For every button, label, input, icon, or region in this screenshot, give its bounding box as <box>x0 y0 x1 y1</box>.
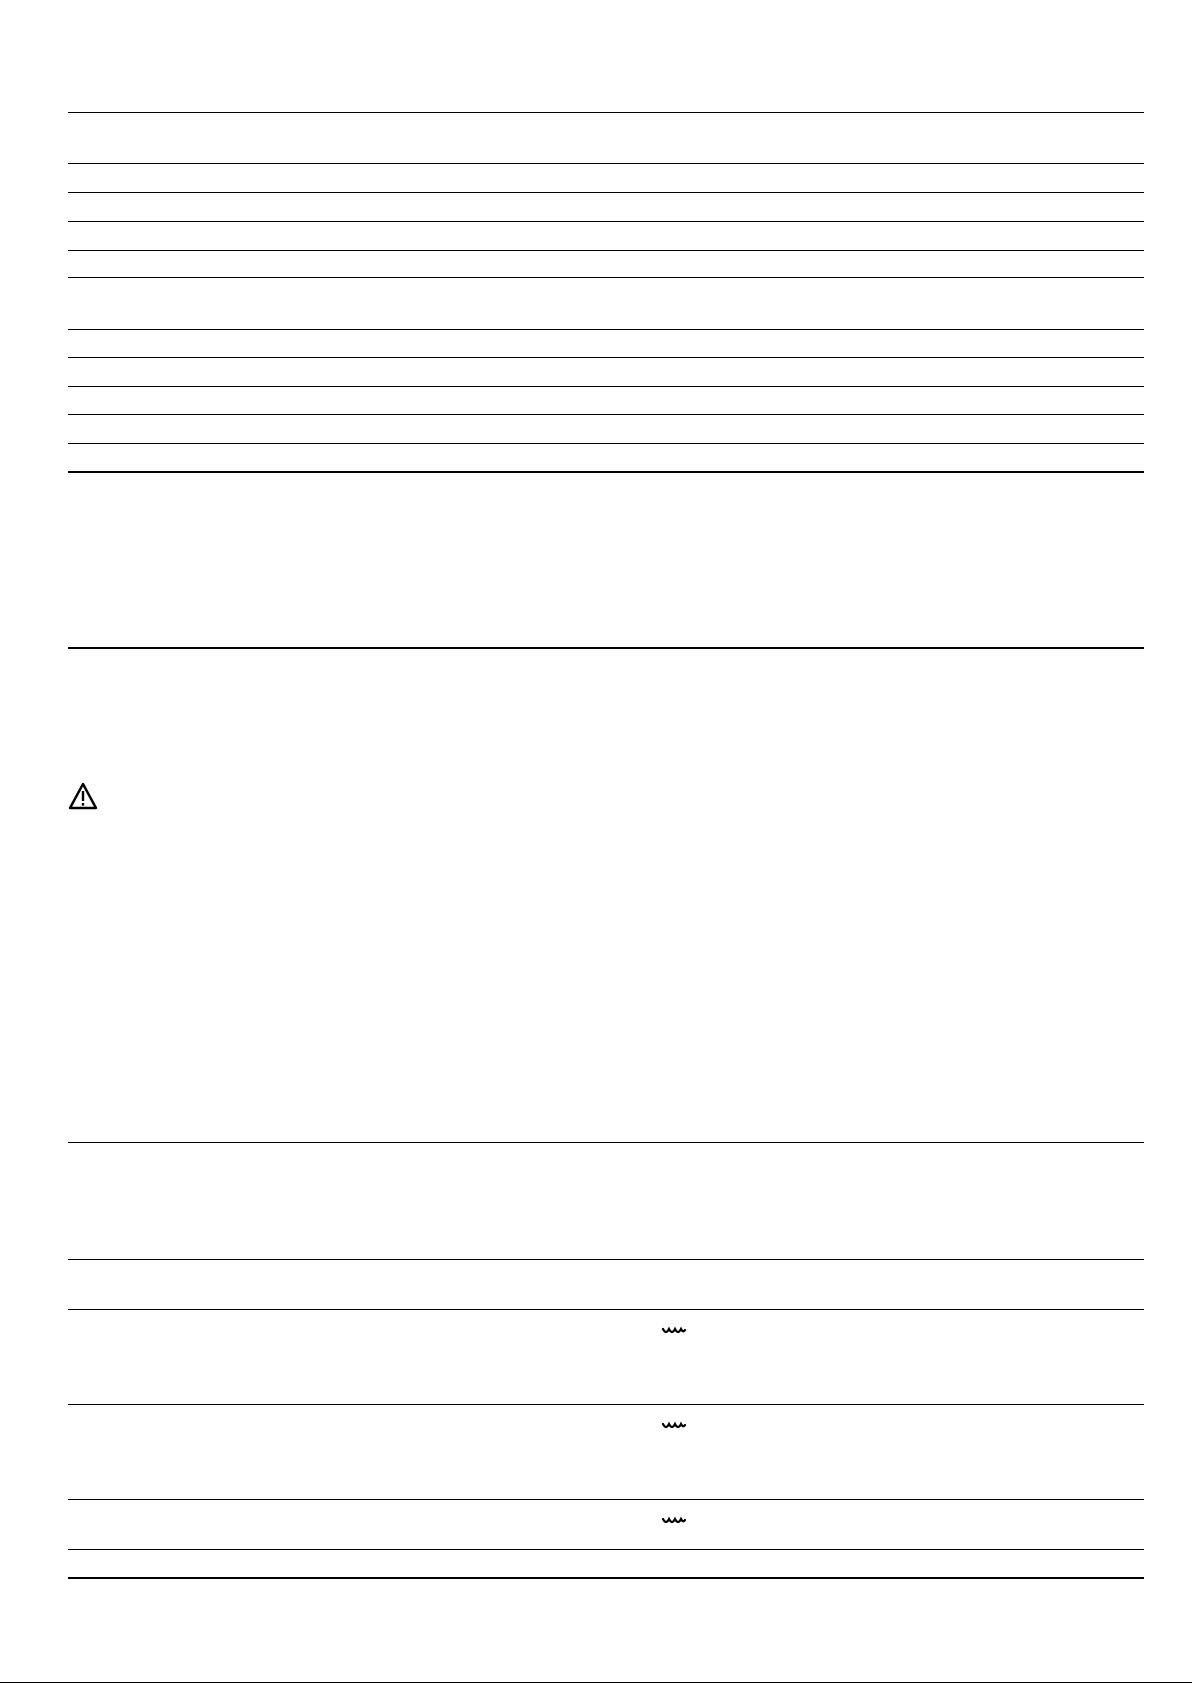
table-rule <box>68 1259 1144 1260</box>
table-rule <box>68 250 1144 251</box>
warning-triangle-icon <box>68 782 98 810</box>
wave-icon <box>662 1418 686 1428</box>
table-bottom-rule <box>68 471 1144 473</box>
table-rule <box>68 386 1144 387</box>
footer-rule <box>0 1682 1192 1683</box>
table-rule <box>68 163 1144 164</box>
table-rule <box>68 277 1144 278</box>
table-rule <box>68 192 1144 193</box>
table-bottom-rule <box>68 1577 1144 1579</box>
table-rule <box>68 1404 1144 1405</box>
table-rule <box>68 414 1144 415</box>
table-rule <box>68 443 1144 444</box>
table-rule <box>68 1549 1144 1550</box>
table-rule <box>68 1499 1144 1500</box>
table-rule <box>68 357 1144 358</box>
wave-icon <box>662 1513 686 1523</box>
table-rule <box>68 1309 1144 1310</box>
wave-icon <box>662 1323 686 1333</box>
table-rule <box>68 329 1144 330</box>
section-divider <box>68 647 1144 649</box>
table-rule <box>68 112 1144 113</box>
table-rule <box>68 1142 1144 1143</box>
table-rule <box>68 221 1144 222</box>
